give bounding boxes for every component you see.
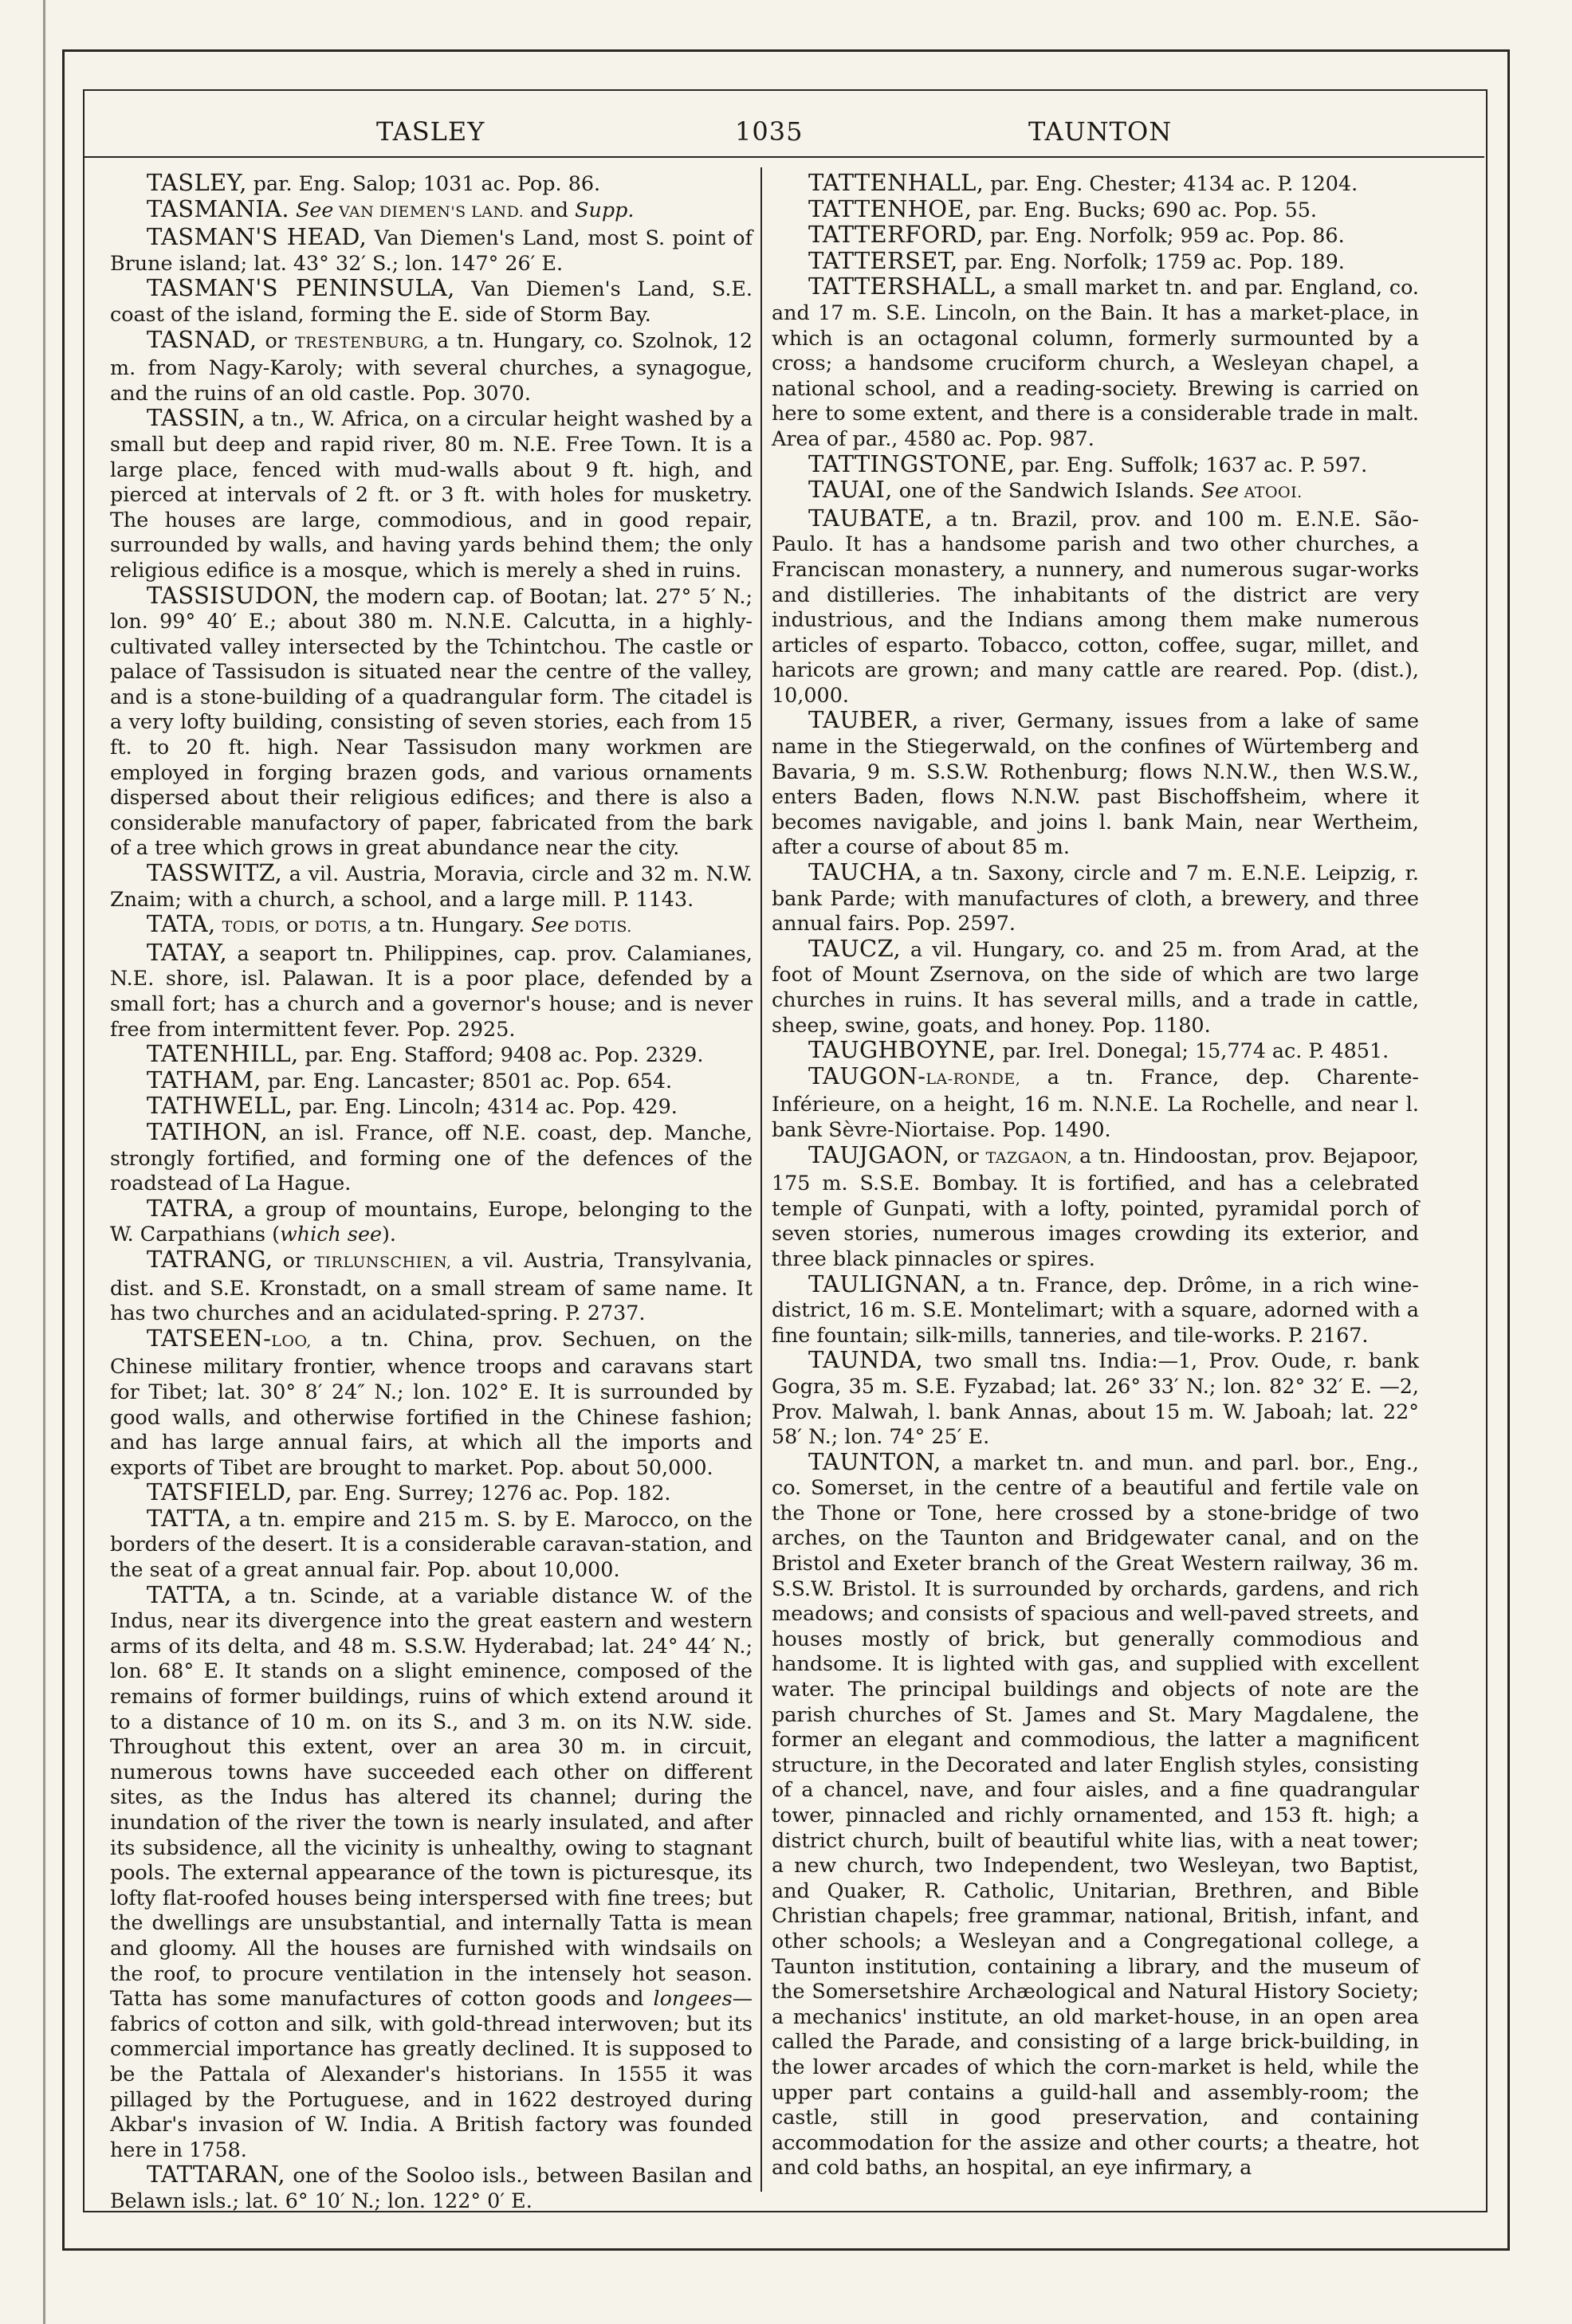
headword: TATSEEN- [147, 1324, 272, 1352]
entry-text: or [949, 1143, 986, 1168]
gazetteer-entry [110, 2162, 753, 2213]
headword: TATTENHALL, [808, 169, 984, 196]
gazetteer-entry [110, 194, 753, 226]
gazetteer-entry [772, 171, 1419, 197]
headword: TATTA, [147, 1580, 232, 1608]
entry-italic-cont2: See [531, 913, 569, 937]
headword: TASMAN'S HEAD, [147, 223, 367, 251]
entry-text: a tn., W. Africa, on a circular height washed by a small but deep and rapid river, 80 m. N.E. Free Town. It is a large place, fenced with mud-walls about 9 ft. high, and pierced at intervals of 2 ft. or 3 ft. with holes for musketry. The houses are large, commodious, and in good repair, surrounded by walls, and having yards behind them; the only religious edifice is a mosque, which is merely a shed in ruins. [110, 406, 753, 582]
entry-text: a tn. Scinde, at a variable distance W. of the Indus, near its divergence into the great eastern and western arms of its delta, and 48 m. S.S.W. Hyderabad; lat. 24° 44′ N.; lon. 68° E. It stands on a slight eminence, composed of the remains of former buildings, ruins of which extend around it to a distance of 10 m. on its S., and 3 m. on its N.W. side. Throughout this extent, over an area 30 m. in circuit, numerous towns have succeeded each other on different sites, as the Indus has altered its channel; during the inundation of the river the town is nearly insulated, and after its subsidence, all the vicinity is unhealthy, owing to stagnant pools. The external appearance of the town is picturesque, its lofty flat-roofed houses being interspersed with fine trees; but the dwellings are unsubstantial, and internally Tatta is mean and gloomy. All the houses are furnished with windsails on the roof, to procure ventilation in the intensely hot season. Tatta has some manufactures of cotton goods and [110, 1583, 753, 2011]
entry-text: a small market tn. and par. England, co. and 17 m. S.E. Lincoln, on the Bain. It has a market-place, in which is an octagonal column, formerly surmounted by a cross; a handsome cruciform church, a Wesleyan chapel, a national school, and a reading-society. Brewing is carried on here to some extent, and there is a considerable trade in malt. Area of par., 4580 ac. Pop. 987. [772, 275, 1419, 450]
entry-text: a vil. Austria, Moravia, circle and 32 m. N.W. Znaim; with a church, a school, and a large mill. P. 1143. [110, 862, 753, 911]
header-right-word: TAUNTON [1028, 116, 1173, 147]
headword: TATTERFORD, [808, 221, 984, 249]
gazetteer-entry [772, 1447, 1419, 2181]
entry-text: one of the Sandwich Islands. [892, 478, 1201, 503]
entry-text: one of the Sooloo isls., between Basilan and Belawn isls.; lat. 6° 10′ N.; lon. 122° 0′ E. [110, 2163, 753, 2212]
gazetteer-entry [110, 1196, 753, 1247]
gazetteer-entry [110, 225, 753, 276]
entry-text: par. Eng. Salop; 1031 ac. Pop. 86. [246, 171, 601, 195]
left-column [110, 169, 753, 2212]
headword: TATSFIELD, [147, 1478, 293, 1506]
entry-text-cont: and [524, 197, 576, 222]
entry-text: a tn. France, dep. Drôme, in a rich wine-district, 16 m. S.E. Montelimart; with a square, adorned with a fine fountain; silk-mills, tanneries, and tile-works. P. 2167. [772, 1272, 1419, 1347]
entry-text: par. Eng. Lancaster; 8501 ac. Pop. 654. [261, 1068, 673, 1093]
entry-text: Van Diemen's Land, most S. point of Brune island; lat. 43° 32′ S.; lon. 147° 26′ E. [110, 226, 753, 275]
headword: TASSIN, [147, 404, 246, 432]
gazetteer-entry [110, 325, 753, 406]
entry-text: par. Eng. Lincoln; 4314 ac. Pop. 429. [293, 1094, 678, 1119]
headword: TATTA, [147, 1504, 232, 1532]
gazetteer-entry [772, 1272, 1419, 1348]
entry-text-cont2: a tn. Hungary. [371, 913, 532, 937]
headword: TAULIGNAN, [808, 1270, 968, 1297]
entry-text-cont: a vil. Austria, Transylvania, dist. and S.E. Kronstadt, on a small stream of same name. It has two churches and an acidulated-spring. P. 2737. [110, 1247, 753, 1325]
entry-text-cont: a tn. Hungary, co. Szolnok, 12 m. from Nagy-Karoly; with several churches, a synagogue, and the ruins of an old castle. Pop. 3070. [110, 328, 753, 405]
headword: TAUGHBOYNE, [808, 1036, 996, 1064]
headword: TAUBATE, [808, 504, 933, 532]
headword: TAUGON- [808, 1062, 926, 1089]
headword: TATHAM, [147, 1066, 261, 1093]
entry-smallcaps: ATOOI. [1239, 484, 1303, 502]
entry-smallcaps: TAZGAON, [985, 1148, 1073, 1167]
headword: TATTARAN, [147, 2161, 285, 2189]
gazetteer-entry [772, 194, 1419, 223]
entry-text: or [257, 328, 295, 352]
entry-text: an isl. France, off N.E. coast, dep. Manche, strongly fortified, and forming one of the defences of the roadstead of La Hague. [110, 1120, 753, 1195]
entry-text: a group of mountains, Europe, belonging to the W. Carpathians ( [110, 1196, 753, 1246]
gazetteer-entry [110, 1326, 753, 1481]
gazetteer-entry [110, 583, 753, 862]
header-left-word: TASLEY [376, 116, 485, 147]
page-number: 1035 [735, 116, 804, 147]
gazetteer-entry [110, 1480, 753, 1506]
headword: TASMANIA. [147, 194, 289, 222]
entry-text: par. Eng. Surrey; 1276 ac. Pop. 182. [292, 1481, 671, 1505]
gazetteer-entry [772, 246, 1419, 275]
gazetteer-entry [772, 1140, 1419, 1272]
headword: TAUBER, [808, 706, 919, 734]
entry-text: par. Eng. Norfolk; 959 ac. Pop. 86. [983, 223, 1345, 248]
entry-text: par. Eng. Suffolk; 1637 ac. P. 597. [1014, 452, 1368, 477]
gazetteer-entry [772, 477, 1419, 506]
gazetteer-entry [772, 449, 1419, 478]
entry-smallcaps-cont: DOTIS, [314, 918, 372, 936]
entry-text: a tn. France, dep. Charente-Inférieure, on a height, 16 m. N.N.E. La Rochelle, and near l. bank Sèvre-Niortaise. Pop. 1490. [772, 1064, 1419, 1141]
gazetteer-entry [772, 506, 1419, 709]
entry-smallcaps: TODIS, [222, 918, 280, 936]
gazetteer-entry [110, 1093, 753, 1120]
entry-text: par. Eng. Stafford; 9408 ac. Pop. 2329. [298, 1042, 704, 1067]
headword: TATHWELL, [147, 1092, 293, 1120]
entry-text: Van Diemen's Land, S.E. coast of the island, forming the E. side of Storm Bay. [110, 277, 753, 326]
gazetteer-entry [772, 1064, 1419, 1143]
gazetteer-entry [110, 861, 753, 912]
entry-italic: See [295, 197, 334, 222]
entry-text [216, 913, 222, 936]
entry-italic: longees [653, 1986, 733, 2011]
headword: TATIHON, [147, 1117, 269, 1145]
entry-italic: which see [280, 1222, 383, 1246]
entry-italic: See [1201, 478, 1240, 503]
headword: TAUJGAON, [808, 1140, 950, 1168]
running-header [83, 110, 1484, 150]
headword: TAUNTON, [808, 1447, 941, 1475]
gazetteer-entry [772, 1348, 1419, 1449]
entry-text-cont: or [280, 913, 315, 937]
gazetteer-entry [110, 1042, 753, 1068]
entry-smallcaps: VAN DIEMEN'S LAND. [333, 202, 525, 221]
gazetteer-entry [110, 1247, 753, 1326]
entry-text-cont: a tn. Hindoostan, prov. Bejapoor, 175 m. S.S.E. Bombay. It is fortified, and has a celebrated temple of Gunpati, with a lofty, pointed, pyramidal porch of seven stories, numerous images crowding its exterior, and three black pinnacles or spires. [772, 1143, 1419, 1270]
gazetteer-entry [110, 1117, 753, 1196]
entry-text: a market tn. and mun. and parl. bor., Eng., co. Somerset, in the centre of a beautiful and fertile vale on the Thone or Tone, here crossed by a stone-bridge of two arches, on the Taunton and Bridgewater canal, and on the Bristol and Exeter branch of the Great Western railway, 36 m. S.S.W. Bristol. It is surrounded by orchards, gardens, and rich meadows; and consists of spacious and well-paved streets, and houses mostly of brick, but generally commodious and handsome. It is lighted with gas, and supplied with excellent water. The principal buildings and objects of note are the parish churches of St. James and St. Mary Magdalene, the former an elegant and commodious, the latter a magnificent structure, in the Decorated and later English styles, consisting of a chancel, nave, and four aisles, and a fine quadrangular tower, pinnacled and richly ornamented, and 153 ft. high; a district church, built of beautiful white lias, with a neat tower; a new church, two Independent, two Wesleyan, two Baptist, and Quaker, R. Catholic, Unitarian, Brethren, and Bible Christian chapels; free grammar, national, British, infant, and other schools; a Wesleyan and a Congregational college, a Taunton institution, containing a library, and the museum of the Somersetshire Archæological and Natural History Society; a mechanics' institute, an old market-house, in an open area called the Parade, and consisting of a large brick-building, in the lower arcades of which the corn-market is held, while the upper part contains a guild-hall and assembly-room; the castle, still in good preservation, and containing accommodation for the assize and other courts; a theatre, hot and cold baths, an hospital, an eye infirmary, a [772, 1450, 1419, 2180]
page-edge-rule [43, 0, 45, 2324]
entry-text: a tn. China, prov. Sechuen, on the Chinese military frontier, whence troops and caravans start for Tibet; lat. 30° 8′ 24″ N.; lon. 102° E. It is surrounded by good walls, and otherwise fortified in the Chinese fashion; and has large annual fairs, at which all the imports and exports of Tibet are brought to market. Pop. about 50,000. [110, 1326, 753, 1479]
entry-smallcaps-cont2: DOTIS. [568, 918, 632, 936]
headword-smallcaps: LOO, [271, 1332, 312, 1350]
gazetteer-entry [110, 276, 753, 327]
gazetteer-entry [772, 860, 1419, 936]
headword: TATTERSET, [808, 246, 958, 274]
headword: TAUAI, [808, 476, 893, 504]
headword: TAUCZ, [808, 934, 901, 962]
headword: TASLEY, [147, 169, 247, 196]
gazetteer-entry [110, 912, 753, 940]
column-divider [760, 167, 762, 2192]
headword: TAUCHA, [808, 858, 922, 886]
entry-text: a tn. empire and 215 m. S. by E. Marocco, on the borders of the desert. It is a considerable caravan-station, and the seat of a great annual fair. Pop. about 10,000. [110, 1506, 753, 1582]
headword: TAUNDA, [808, 1346, 924, 1374]
entry-text: par. Eng. Norfolk; 1759 ac. Pop. 189. [957, 249, 1345, 273]
headword: TATTENHOE, [808, 194, 973, 222]
gazetteer-entry [772, 708, 1419, 860]
entry-text [289, 198, 296, 222]
headword: TASSWITZ, [147, 859, 283, 887]
headword: TASSISUDON, [147, 581, 320, 609]
gazetteer-entry [772, 1038, 1419, 1064]
gazetteer-entry [772, 936, 1419, 1038]
gazetteer-entry [772, 222, 1419, 249]
headword: TATENHILL, [147, 1040, 299, 1068]
gazetteer-entry [110, 940, 753, 1042]
entry-text: a river, Germany, issues from a lake of same name in the Stiegerwald, on the confines of Würtemberg and Bavaria, 9 m. S.S.W. Rothenburg; flows N.N.W., then W.S.W., enters Baden, flows N.N.W. past Bischoffsheim, where it becomes navigable, and joins l. bank Main, near Wertheim, after a course of about 85 m. [772, 709, 1419, 859]
headword-smallcaps: LA-RONDE, [926, 1070, 1021, 1088]
headword: TATRANG, [147, 1245, 273, 1273]
header-rule [83, 156, 1484, 158]
entry-smallcaps: TIRLUNSCHIEN, [314, 1253, 452, 1271]
entry-text: the modern cap. of Bootan; lat. 27° 5′ N.; lon. 99° 40′ E.; about 380 m. N.N.E. Calcutta, in a highly-cultivated valley intersected by the Tchintchou. The castle or palace of Tassisudon is situated near the centre of the valley, and is a stone-building of a quadrangular form. The citadel is a very lofty building, consisting of seven stories, each from 15 ft. to 20 ft. high. Near Tassisudon many workmen are employed in forging brazen gods, and various ornaments dispersed about their religious edifices; and there is also a considerable manufactory of paper, fabricated from the bark of a tree which grows in great abundance near the city. [110, 583, 753, 860]
gazetteer-entry [110, 1506, 753, 1583]
entry-text: par. Irel. Donegal; 15,774 ac. P. 4851. [996, 1038, 1389, 1063]
gazetteer-entry [110, 406, 753, 583]
headword: TATTERSHALL, [808, 273, 997, 300]
entry-text-cont: —fabrics of cotton and silk, with gold-thread interwoven; but its commercial importance has greatly declined. It is supposed to be the Pattala of Alexander's historians. In 1555 it was pillaged by the Portuguese, and in 1622 destroyed during Akbar's invasion of W. India. A British factory was founded here in 1758. [110, 1986, 753, 2161]
gazetteer-entry [110, 1580, 753, 2163]
headword: TATAY, [147, 938, 228, 966]
entry-text: two small tns. India:—1, Prov. Oude, r. bank Gogra, 35 m. S.E. Fyzabad; lat. 26° 33′ N.; lon. 82° 32′ E. —2, Prov. Malwah, l. bank Annas, about 15 m. W. Jaboah; lat. 22° 58′ N.; lon. 74° 25′ E. [772, 1348, 1419, 1449]
gazetteer-entry [110, 1068, 753, 1094]
headword: TATA, [147, 910, 216, 938]
entry-text-cont: ). [382, 1222, 396, 1246]
gazetteer-entry [772, 274, 1419, 451]
headword: TATRA, [147, 1194, 235, 1222]
entry-text: par. Eng. Chester; 4134 ac. P. 1204. [984, 171, 1358, 195]
headword: TASMAN'S PENINSULA, [147, 274, 455, 302]
entry-smallcaps: TRESTENBURG, [294, 333, 429, 351]
entry-text: a tn. Saxony, circle and 7 m. E.N.E. Leipzig, r. bank Parde; with manufactures of cloth, a brewery, and three annual fairs. Pop. 2597. [772, 861, 1419, 936]
entry-text: a vil. Hungary, co. and 25 m. from Arad, at the foot of Mount Zsernova, on the side of which are two large churches in ruins. It has several mills, and a trade in cattle, sheep, swine, goats, and honey. Pop. 1180. [772, 936, 1419, 1037]
entry-italic-cont: Supp. [575, 197, 635, 222]
right-column [772, 171, 1419, 2195]
headword: TATTINGSTONE, [808, 449, 1015, 477]
entry-text: par. Eng. Bucks; 690 ac. Pop. 55. [972, 197, 1317, 222]
headword: TASNAD, [147, 325, 257, 353]
entry-text: a seaport tn. Philippines, cap. prov. Calamianes, N.E. shore, isl. Palawan. It is a poor place, defended by a small fort; has a church and a governor's house; and is never free from intermittent fever. Pop. 2925. [110, 940, 753, 1041]
gazetteer-entry [110, 171, 753, 197]
entry-text: a tn. Brazil, prov. and 100 m. E.N.E. São-Paulo. It has a handsome parish and two other churches, a Franciscan monastery, a nunnery, and numerous sugar-works and distilleries. The inhabitants of the district are very industrious, and the Indians among them make numerous articles of esparto. Tobacco, cotton, coffee, sugar, millet, and haricots are grown; and many cattle are reared. Pop. (dist.), 10,000. [772, 506, 1419, 707]
entry-text: or [273, 1247, 315, 1272]
